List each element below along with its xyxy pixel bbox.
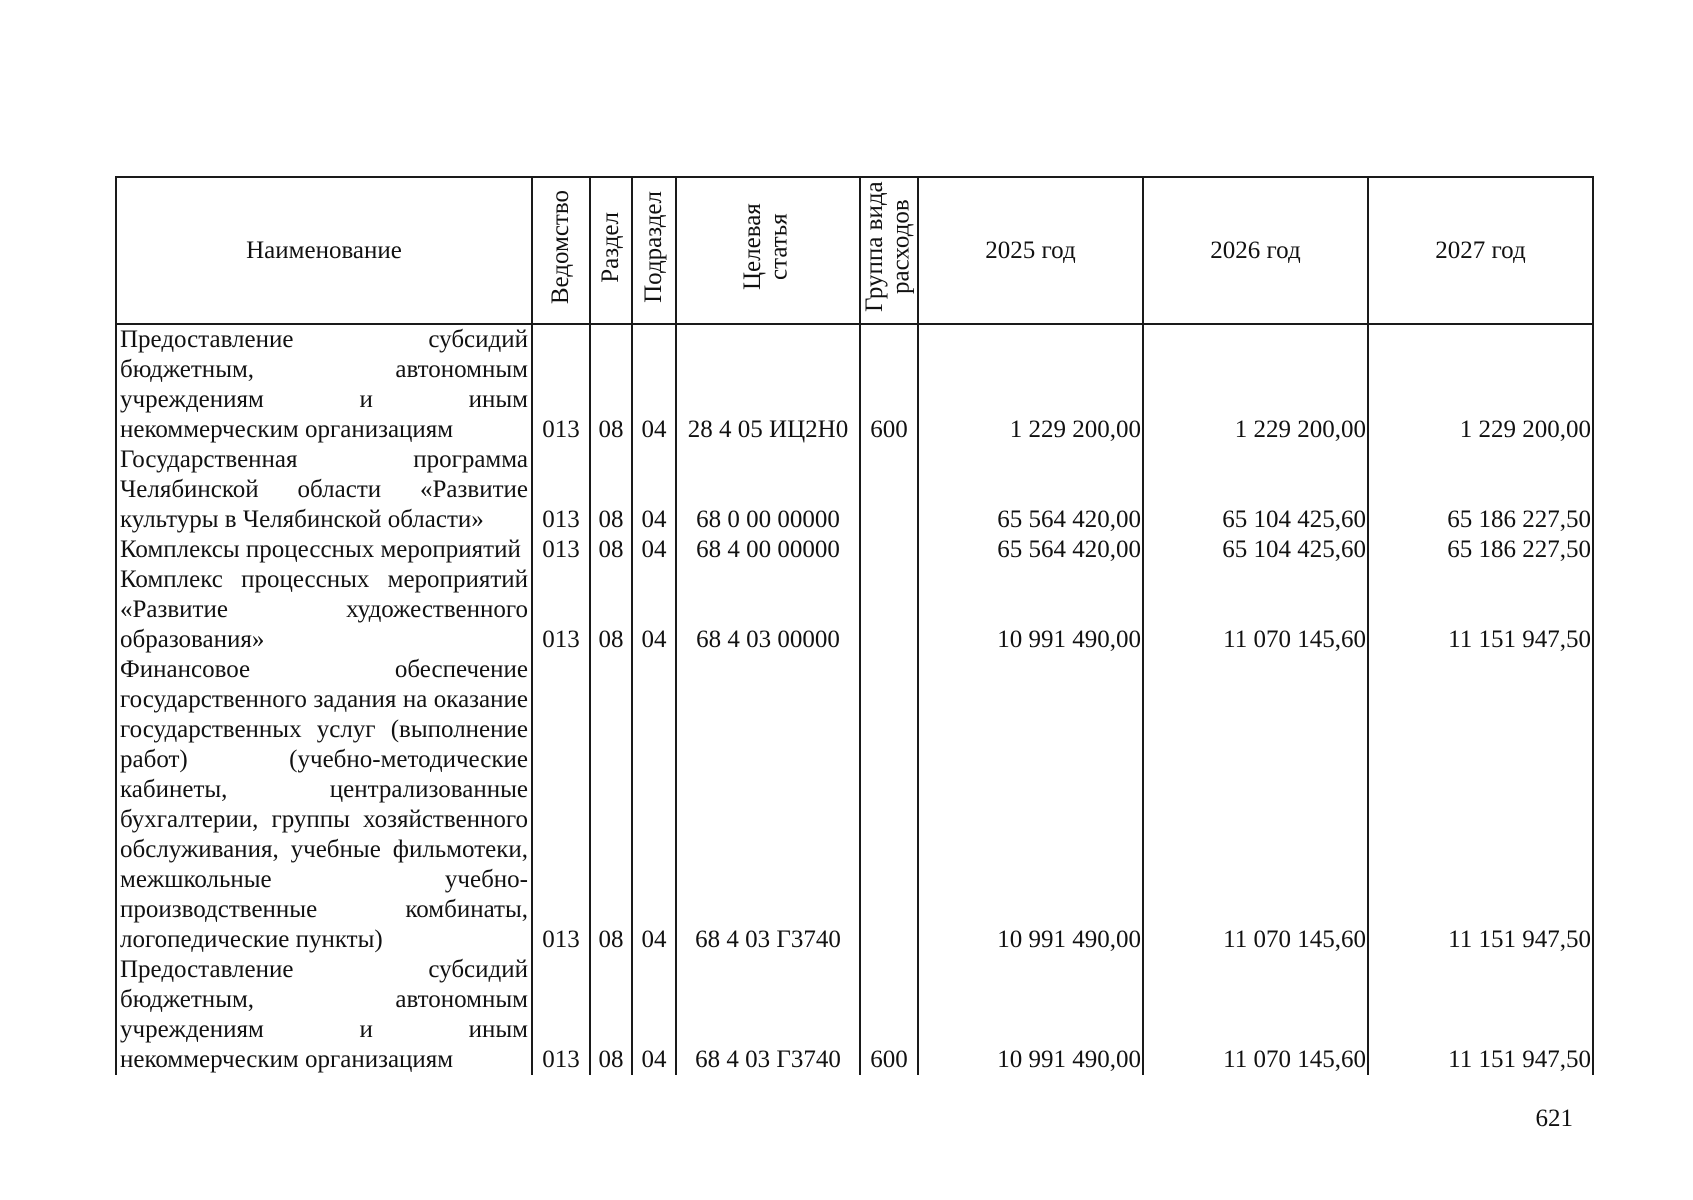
row-target-article: 68 4 03 Г3740: [676, 655, 860, 955]
header-department: Ведомство: [532, 177, 590, 324]
header-year-2026: 2026 год: [1143, 177, 1368, 324]
row-section: 08: [590, 535, 632, 565]
row-department: 013: [532, 565, 590, 655]
row-value-2027: 11 151 947,50: [1368, 955, 1593, 1075]
row-expense-group: [860, 445, 918, 535]
row-value-2027: 11 151 947,50: [1368, 565, 1593, 655]
row-department: 013: [532, 445, 590, 535]
row-expense-group: 600: [860, 324, 918, 445]
row-value-2025: 10 991 490,00: [918, 565, 1143, 655]
header-row: [116, 177, 1593, 324]
row-value-2026: 11 070 145,60: [1143, 955, 1368, 1075]
row-subsection: 04: [632, 655, 676, 955]
row-section: 08: [590, 565, 632, 655]
row-department: 013: [532, 324, 590, 445]
header-target-article: Целевая статья: [676, 177, 860, 324]
row-name: Комплекс процессных мероприятий «Развитие художественного образования»: [116, 565, 532, 655]
row-value-2027: 11 151 947,50: [1368, 655, 1593, 955]
row-expense-group: 600: [860, 955, 918, 1075]
row-expense-group: [860, 655, 918, 955]
row-department: 013: [532, 655, 590, 955]
header-year-2025: 2025 год: [918, 177, 1143, 324]
row-value-2027: 65 186 227,50: [1368, 445, 1593, 535]
row-value-2025: 65 564 420,00: [918, 445, 1143, 535]
row-section: 08: [590, 955, 632, 1075]
row-value-2026: 1 229 200,00: [1143, 324, 1368, 445]
row-value-2025: 1 229 200,00: [918, 324, 1143, 445]
row-subsection: 04: [632, 445, 676, 535]
table-header: [116, 177, 1593, 324]
row-target-article: 68 4 03 Г3740: [676, 955, 860, 1075]
row-value-2026: 65 104 425,60: [1143, 535, 1368, 565]
table-row: [116, 655, 1593, 955]
row-value-2026: 11 070 145,60: [1143, 565, 1368, 655]
header-subsection: Подраздел: [632, 177, 676, 324]
row-section: 08: [590, 324, 632, 445]
row-subsection: 04: [632, 955, 676, 1075]
row-expense-group: [860, 535, 918, 565]
row-name: Предоставление субсидий бюджетным, автономным учреждениям и иным некоммерческим организациям: [116, 955, 532, 1075]
row-target-article: 68 0 00 00000: [676, 445, 860, 535]
budget-table: [115, 176, 1594, 1075]
row-department: 013: [532, 535, 590, 565]
table-row: [116, 324, 1593, 445]
row-target-article: 28 4 05 ИЦ2Н0: [676, 324, 860, 445]
row-subsection: 04: [632, 324, 676, 445]
row-expense-group: [860, 565, 918, 655]
row-subsection: 04: [632, 535, 676, 565]
row-name: Комплексы процессных мероприятий: [116, 535, 532, 565]
row-value-2025: 10 991 490,00: [918, 955, 1143, 1075]
header-name: Наименование: [116, 177, 532, 324]
header-expense-group: Группа вида расходов: [860, 177, 918, 324]
header-section: Раздел: [590, 177, 632, 324]
page-number: 621: [1535, 1105, 1573, 1132]
table-row: [116, 445, 1593, 535]
row-value-2025: 10 991 490,00: [918, 655, 1143, 955]
row-target-article: 68 4 00 00000: [676, 535, 860, 565]
table-body: [116, 324, 1593, 1075]
row-value-2027: 1 229 200,00: [1368, 324, 1593, 445]
row-department: 013: [532, 955, 590, 1075]
row-name: Государственная программа Челябинской области «Развитие культуры в Челябинской области»: [116, 445, 532, 535]
row-subsection: 04: [632, 565, 676, 655]
table-row: [116, 565, 1593, 655]
table-row: [116, 535, 1593, 565]
row-target-article: 68 4 03 00000: [676, 565, 860, 655]
row-value-2027: 65 186 227,50: [1368, 535, 1593, 565]
row-value-2026: 11 070 145,60: [1143, 655, 1368, 955]
row-section: 08: [590, 655, 632, 955]
row-name: Предоставление субсидий бюджетным, автономным учреждениям и иным некоммерческим организациям: [116, 324, 532, 445]
row-name: Финансовое обеспечение государственного задания на оказание государственных услуг (выполнение работ) (учебно-методические кабинеты, централизованные бухгалтерии, группы хозяйственного обслуживания, учебные фильмотеки, межшкольные учебно-производственные комбинаты, логопедические пункты): [116, 655, 532, 955]
row-value-2025: 65 564 420,00: [918, 535, 1143, 565]
header-year-2027: 2027 год: [1368, 177, 1593, 324]
row-value-2026: 65 104 425,60: [1143, 445, 1368, 535]
table-row: [116, 955, 1593, 1075]
row-section: 08: [590, 445, 632, 535]
